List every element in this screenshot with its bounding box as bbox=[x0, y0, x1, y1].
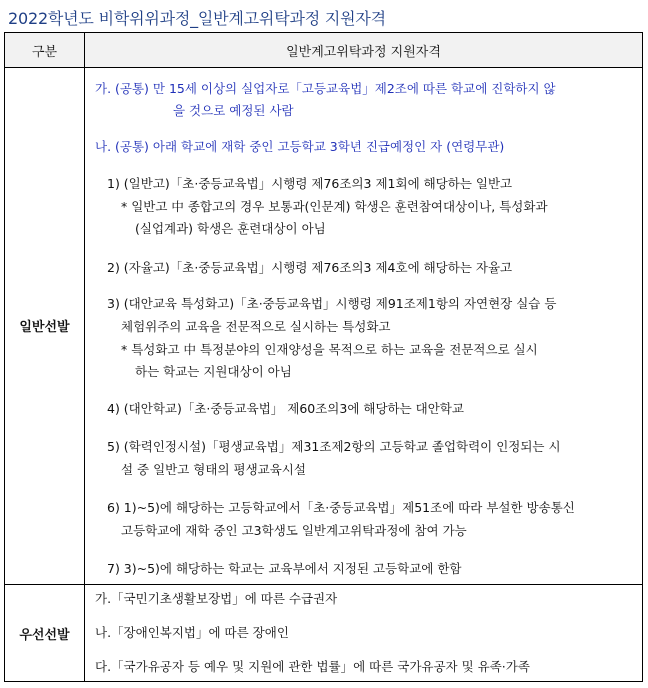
item-6-line-2: 고등학교에 재학 중인 고3학생도 일반계고위탁과정에 참여 가능 bbox=[121, 523, 467, 538]
item-5-line-1: 5) (학력인정시설)「평생교육법」제31조제2항의 고등학교 졸업학력이 인정되는 시 bbox=[107, 439, 561, 454]
item-3-note-1: * 특성화고 中 특정분야의 인재양성을 목적으로 하는 교육을 전문적으로 실시 bbox=[121, 342, 538, 357]
item-3-line-1: 3) (대안교육 특성화고)「초·중등교육법」시행령 제91조제1항의 자연현장 실습 등 bbox=[107, 296, 557, 311]
item-2: 2) (자율고)「초·중등교육법」시행령 제76조의3 제4호에 해당하는 자율고 bbox=[107, 260, 513, 275]
item-7: 7) 3)~5)에 해당하는 학교는 교육부에서 지정된 고등학교에 한함 bbox=[107, 561, 462, 576]
item-3-note-2: 하는 학교는 지원대상이 아님 bbox=[135, 364, 292, 379]
header-qualification: 일반계고위탁과정 지원자격 bbox=[286, 44, 441, 60]
ga-line-2: 을 것으로 예정된 사람 bbox=[173, 103, 294, 118]
item-6-line-1: 6) 1)~5)에 해당하는 고등학교에서「초·중등교육법」제51조에 따라 부설한 방송통신 bbox=[107, 500, 575, 515]
priority-selection-content bbox=[85, 585, 642, 683]
table-header-row bbox=[5, 33, 642, 68]
na-line: 나. (공통) 아래 학교에 재학 중인 고등학교 3학년 진급예정인 자 (연령무관) bbox=[95, 139, 505, 154]
priority-ga: 가.「국민기초생활보장법」에 따른 수급권자 bbox=[95, 591, 338, 606]
item-1: 1) (일반고)「초·중등교육법」시행령 제76조의3 제1회에 해당하는 일반고 bbox=[107, 176, 513, 191]
priority-da: 다.「국가유공자 등 예우 및 지원에 관한 법률」에 따른 국가유공자 및 유족·가족 bbox=[95, 659, 530, 674]
item-1-note-1: * 일반고 中 종합고의 경우 보통과(인문계) 학생은 훈련참여대상이나, 특성화과 bbox=[121, 199, 548, 214]
item-1-note-2: (실업계과) 학생은 훈련대상이 아님 bbox=[135, 221, 326, 236]
general-selection-content bbox=[85, 67, 642, 584]
priority-na: 나.「장애인복지법」에 따른 장애인 bbox=[95, 625, 289, 640]
document-title: 2022학년도 비학위위과정_일반계고위탁과정 지원자격 bbox=[8, 9, 386, 28]
general-selection-label: 일반선발 bbox=[19, 320, 70, 335]
ga-line-1: 가. (공통) 만 15세 이상의 실업자로「고등교육법」제2조에 따른 학교에 진학하지 않 bbox=[95, 81, 556, 96]
header-category: 구분 bbox=[5, 33, 85, 67]
priority-selection-label: 우선선발 bbox=[19, 628, 70, 643]
item-5-line-2: 설 중 일반고 형태의 평생교육시설 bbox=[121, 462, 306, 477]
qualification-table bbox=[4, 32, 643, 682]
item-3-line-2: 체험위주의 교육을 전문적으로 실시하는 특성화고 bbox=[121, 319, 391, 334]
item-4: 4) (대안학교)「초·중등교육법」 제60조의3에 해당하는 대안학교 bbox=[107, 401, 464, 416]
